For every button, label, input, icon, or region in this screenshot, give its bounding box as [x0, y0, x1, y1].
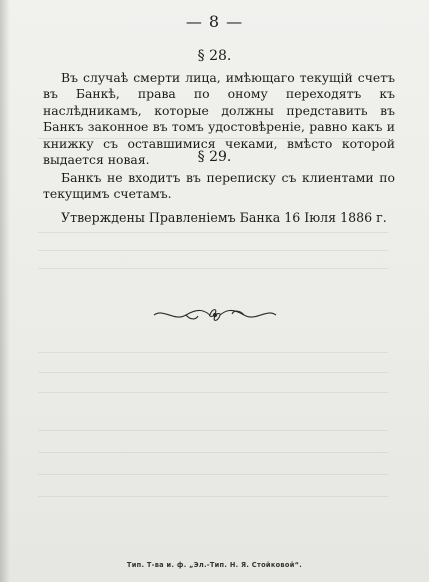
approval-line: Утверждены Правленіемъ Банка 16 Іюля 1886 г. [61, 210, 387, 225]
section-28-text: Въ случаѣ смерти лица, имѣющаго текущій счетъ въ Банкѣ, права по оному переходятъ къ наслѣдникамъ, которые должны представить въ Банкъ законное въ томъ удостовѣреніе, равно какъ и книжку съ оставшимися чеками, вмѣсто которой выдается новая. [43, 70, 395, 168]
bleed-through-line [38, 452, 388, 453]
section-heading-28: § 28. [197, 48, 232, 64]
spine-shadow [0, 0, 10, 582]
ornament-divider-icon [150, 302, 280, 328]
bleed-through-line [38, 268, 388, 269]
bleed-through-line [38, 430, 388, 431]
printer-imprint: Тип. Т-ва и. ф. „Эл.-Тип. Н. Я. Стойковой“. [126, 561, 303, 569]
section-heading-29: § 29. [197, 149, 232, 165]
page-number: — 8 — [185, 12, 244, 31]
bleed-through-line [38, 474, 388, 475]
bleed-through-line [38, 372, 388, 373]
bleed-through-line [38, 232, 388, 233]
section-29 [43, 170, 395, 203]
bleed-through-line [38, 352, 388, 353]
section-29-text: Банкъ не входитъ въ переписку съ клиентами по текущимъ счетамъ. [43, 170, 395, 202]
bleed-through-line [38, 496, 388, 497]
bleed-through-line [38, 250, 388, 251]
bleed-through-line [38, 392, 388, 393]
